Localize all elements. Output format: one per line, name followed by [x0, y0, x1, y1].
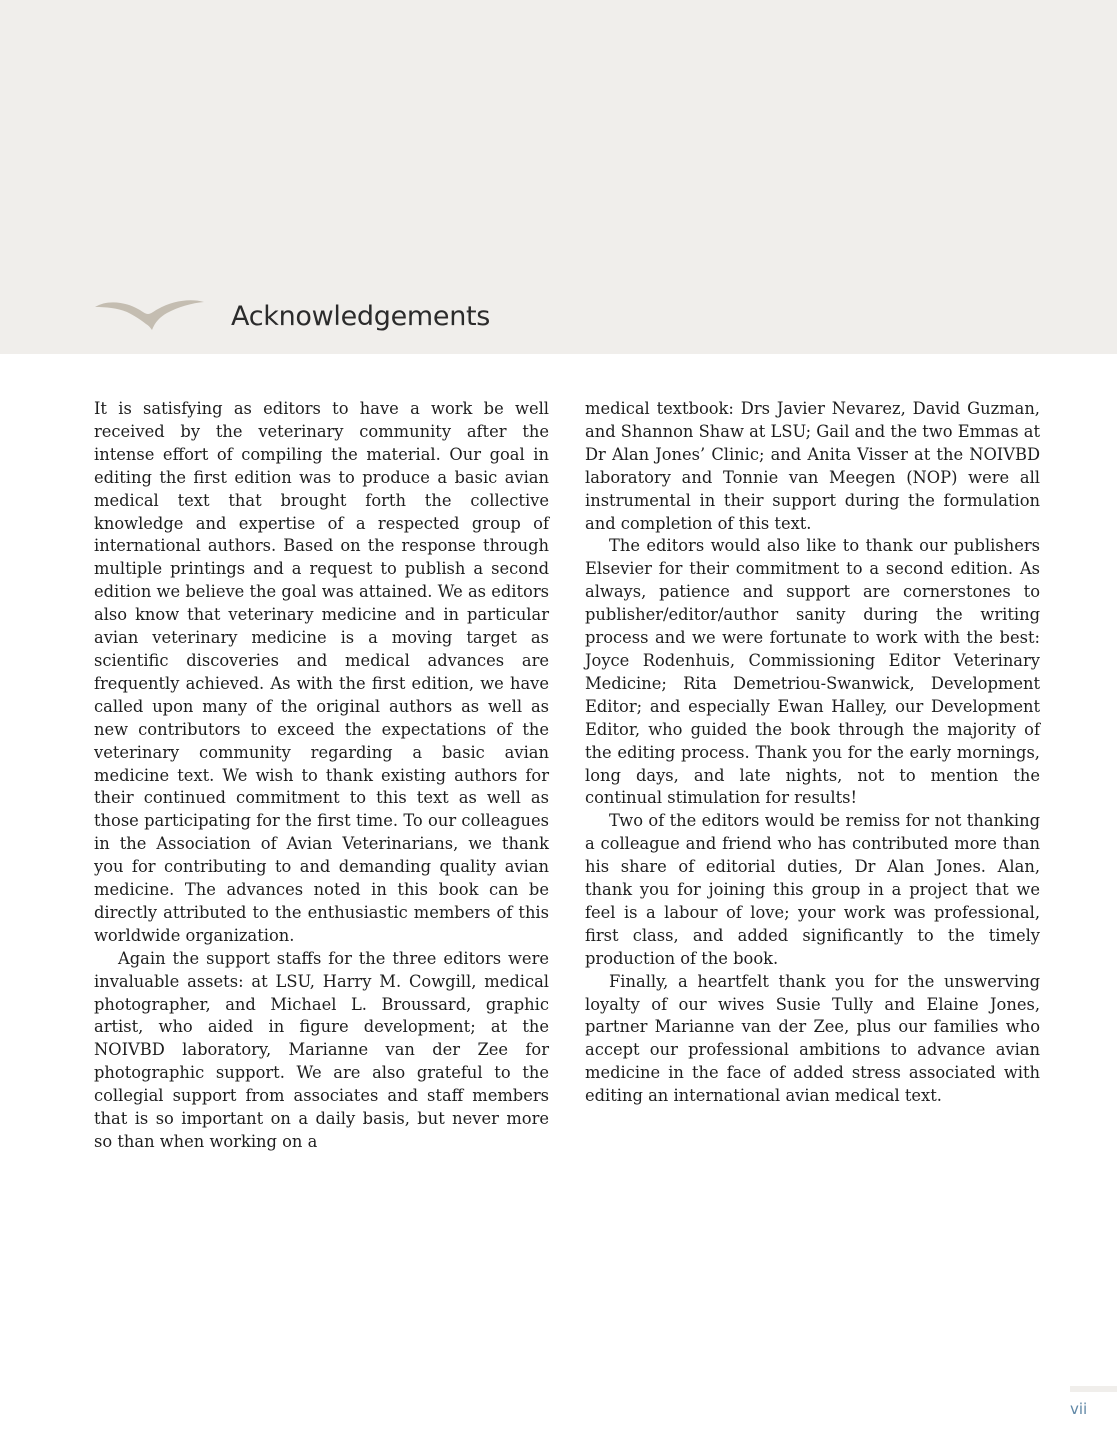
paragraph: Again the support staffs for the three editors were invaluable assets: at LSU, Harry M. Cowgill, medical photographer, and Michael L. Broussard, graphic artist, who aided in figure development; at the NOIVBD laboratory, Marianne van der Zee for photographic support. We are also grateful to the collegial support from associates and staff members that is so important on a daily basis, but never more so than when working on a — [94, 948, 549, 1151]
left-column — [94, 398, 549, 1154]
page-number: vii — [1070, 1400, 1088, 1418]
paragraph: Two of the editors would be remiss for not thanking a colleague and friend who has contributed more than his share of editorial duties, Dr Alan Jones. Alan, thank you for joining this group in a project that we feel is a labour of love; your work was professional, first class, and added significantly to the timely production of the book. — [585, 811, 1040, 968]
paragraph: The editors would also like to thank our publishers Elsevier for their commitment to a second edition. As always, patience and support are cornerstones to publisher/editor/author sanity during the writing process and we were fortunate to work with the best: Joyce Rodenhuis, Commissioning Editor Veterinary Medicine; Rita Demetriou-Swanwick, Development Editor; and especially Ewan Halley, our Development Editor, who guided the book through the majority of the editing process. Thank you for the early mornings, long days, and late nights, not to mention the continual stimulation for results! — [585, 536, 1040, 808]
paragraph: It is satisfying as editors to have a work be well received by the veterinary community after the intense effort of compiling the material. Our goal in editing the first edition was to produce a basic avian medical text that brought forth the collective knowledge and expertise of a respected group of international authors. Based on the response through multiple printings and a request to publish a second edition we believe the goal was attained. We as editors also know that veterinary medicine and in particular avian veterinary medicine is a moving target as scientific discoveries and medical advances are frequently achieved. As with the first edition, we have called upon many of the original authors as well as new contributors to exceed the expectations of the veterinary community regarding a basic avian medicine text. We wish to thank existing authors for their continued commitment to this text as well as those participating for the first time. To our colleagues in the Association of Avian Veterinarians, we thank you for contributing to and demanding quality avian medicine. The advances noted in this book can be directly attributed to the enthusiastic members of this worldwide organization. — [94, 399, 549, 945]
page-title: Acknowledgements — [231, 301, 491, 332]
right-column — [585, 398, 1040, 1108]
folio-tab — [1070, 1386, 1117, 1392]
bird-wings-icon — [94, 296, 206, 332]
paragraph: Finally, a heartfelt thank you for the unswerving loyalty of our wives Susie Tully and Elaine Jones, partner Marianne van der Zee, plus our families who accept our professional ambitions to advance avian medicine in the face of added stress associated with editing an international avian medical text. — [585, 971, 1040, 1106]
paragraph: medical textbook: Drs Javier Nevarez, David Guzman, and Shannon Shaw at LSU; Gail and the two Emmas at Dr Alan Jones’ Clinic; and Anita Visser at the NOIVBD laboratory and Tonnie van Meegen (NOP) were all instrumental in their support during the formulation and completion of this text. — [585, 399, 1040, 533]
